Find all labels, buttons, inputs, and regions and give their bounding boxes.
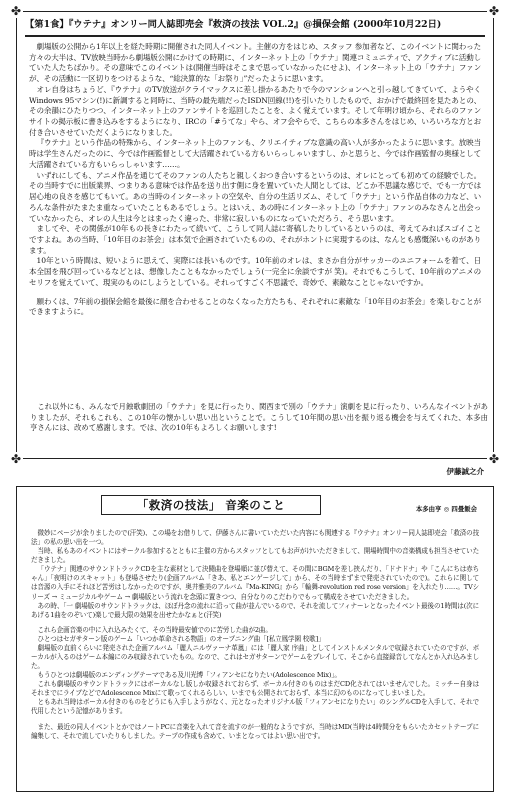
closing-note xyxy=(30,402,488,462)
paragraph: また、最近の同人イベントとかではノートPCに音楽を入れて音を流すのが一般的なようですが、当時はMD(当時は4時間分をもらいたカセットテープに編集して、それで流していたりもしました。テープの作成も含めて、いまとなってはよい思い出です。 xyxy=(31,722,479,740)
paragraph: 「ウテナ」関連のサウンドトラックCDを主な素材として決闘曲を登場順に並び替えて、その間にBGMを差し挟んだり、「ドナドナ」や「こんにちは赤ちゃん」「夜明けのスキャット」も登場させたり(企画アルバム「きあ、私とエンゲージして」から、その当時まずまで発売されていたので)。これらに関しては音源の入手にそれほど苦労はしなかったのですが、奥井雅美のアルバム『Ma-KING』から「輪舞-revolution red rose version」を入れたり……。TVシリーズ → ミュージカルやゲーム → 劇場版という流れを念頭に置きつつ、自分なりのこだわりでもって構成をさせていただきました。 xyxy=(31,565,479,601)
paragraph: これも劇場版のサウンドトラックにはボーカルなし版しか収録されておらず、ボーカル付きのものはまだCD化されてはいませんでした。ミッチー自身はそれまでにライブなどでAdolescence Mixにて歌ってくれるらしい、いまでも公開されておらず、本当に幻のものになってしまいました。 xyxy=(31,680,479,698)
paragraph: ひとつはセガサターン版のゲーム「いつか革命される物語」のオープニング曲「[私立鳳学園 校歌]」 xyxy=(37,634,325,643)
paragraph: 微妙にページが余りましたので(汗笑)、この場をお借りして、伊藤さんに書いていただいた内容にも関連する『ウテナ』オンリー同人誌即売会「救済の技法」の私の思い出を一つ。 xyxy=(31,529,479,547)
byline: 本多由亨 ◎ 四畳飯会 xyxy=(415,505,477,513)
author-signature: 伊藤誠之介 xyxy=(446,467,484,476)
paragraph: もうひとつは劇場版のエンディングテーマである及川光博「フィアンセになりたい(Adolescence Mix)」。 xyxy=(37,671,341,680)
paragraph: 当時、私もあのイベントにはサークル参加するとともに主催の方からスタッフとしてもお声がけいただきまして、開場時間中の音楽構成も担当させていただきました。 xyxy=(31,547,479,565)
paragraph: いずれにしても、アニメ作品を通じてそのファンの人たちと親しくおつき合いするというのは、オレにとっても初めての経験でした。その当時すでに出版業界、つまりある意味では作品を送り出す側に身を置いていた人間としては、どこか不思議な感じで、でも一方では居心地の良さを感じてもいて。あの当時のインターネットの空気や、自分の生活リズム、そして「ウテナ」という作品自体の力など、いろんな条件がたまたま重なっていたこともあるでしょう。とはいえ、あの時にインターネット上の「ウテナ」ファンのみなさんと出会っていなかったら、オレの人生は今とはまったく違った、非常に寂しいものになっていただろう、そう思います。 xyxy=(29,170,481,223)
paragraph: 劇場版の公開から1年以上を経た時期に開催された同人イベント。主催の方をはじめ、スタッフ 参加者など、このイベントに関わった方々の大半は、TV放映当時から劇場版公開にかけての時期に、インターネット上の「ウテナ」関連コミュニティで、アクティブに活動していた人たちばかり。その意味でこのイベントは(開催当時はそこまで思っていなかったにせよ)、インターネット上の「ウテナ」ファンが、その活動に一区切りをつけるような、“総決算的な「お祭り」”だったように思います。 xyxy=(29,42,481,84)
header-rule xyxy=(25,35,485,37)
article-body xyxy=(29,42,481,428)
corner-ornament: ✤ xyxy=(10,452,22,466)
article-header: 【第1食】『ウテナ』オンリー同人誌即売会『救済の技法 VOL.2』@損保会館 (2000年10月22日) xyxy=(25,19,442,30)
bottom-article-frame xyxy=(16,486,494,792)
paragraph: 願わくは、7年前の損保会館を最後に顔を合わせることのなくなった方たちも、それぞれに素敵な「10年目のお茶会」を楽しむことができますように。 xyxy=(29,296,481,317)
article-body xyxy=(31,529,479,787)
paragraph: あの時、「一 劇場版のサウンドトラックは、ほぼ丹念の流れに沿って曲が並んでいるので、それを流してフィナーレとなったイベント最後の1時間は(次にあげる1曲をのぞいて)楽しで最大限の効果を出せたかなぁと(汗笑) xyxy=(31,601,479,619)
paragraph: 『ウテナ』という作品の特殊から、インターネット上のファンも、クリエイティブな意識の高い人が多かったように思います。放映当時は学生さんだったのに、今では作画監督として大活躍されている方もいらっしゃいますし、かと思うと、今では作画監督の奥様として大活躍されている方もいらっしゃいます……。 xyxy=(29,138,481,169)
paragraph: ともあれ当時はボーカル付きのものをどうにも入手しようがなく、元となったオリジナル版「フィアンセになりたい」のシングルCDを入手して、それで代用したという記憶があります。 xyxy=(31,698,479,716)
paragraph: ましてや、その関係が10年もの長きにわたって続いて、こうして同人誌に寄稿したりしているというのは、考えてみればスゴイことですよね。あの当時、「10年目のお茶会」は本気で企画されていたものの、それがホントに実現するのは、なんとも感慨深いものがあります。 xyxy=(29,224,481,255)
paragraph: 劇場版の直前くらいに発売された企画アルバム「麗人ニルヴァーナ革嵐」には「麗人家 序曲」としてインストルメンタルで収録されていたのですが、ボーカルが入るのはゲーム本編にのみ収録されていたもの。なので、これはセガサターンでゲームをプレイして、そこから直接録音してなんとか入れ込みました。 xyxy=(31,643,479,671)
article-title: 「救済の技法」 音楽のこと xyxy=(101,495,321,515)
corner-ornament: ✤ xyxy=(10,4,22,18)
paragraph: 10年という時間は、短いように思えて、実際には長いものです。10年前のオレは、まさか自分がサッカーのユニフォームを着て、日本全国を飛び回っているなどとは、想像したこともなかったでしょう(一完全に余談ですが 笑)。それでもこうして、10年前のアニメのセリフを覚えていて、現実のものにしようとしている。それってすごく不思議で、奇妙で、素敵なことじゃないですか。 xyxy=(29,256,481,287)
paragraph: これら企画音楽の中に入れ込みたくて、その当時最安値でのに苦労した曲が2曲。 xyxy=(37,625,272,634)
top-article-frame xyxy=(10,4,500,466)
corner-ornament: ✤ xyxy=(488,4,500,18)
corner-ornament: ✤ xyxy=(488,452,500,466)
paragraph: オレ自身はちょうど、『ウテナ』のTV放送がクライマックスに差し掛かるあたりで今のマンションへと引っ越してきていて、ようやくWindows 95マシン(!)に新調すると同時に、当時の最先端だったISDN回線(!!)を引いたりしたもので、おかげで最終回を見たあとの、その余韻にひたりつつ、インターネット上のファンサイトを巡回したことを、よく覚えています。そして年明け頃から、それらのファンサイトの掲示板に書き込みをするようになり、IRCの「#うてな」やら、オフ会やらで、こちらの本多さんをはじめ、いろいろな方とお付き合いさせていただくようになりました。 xyxy=(29,84,481,137)
paragraph: これ以外にも、みんなで月蝕歌劇団の「ウテナ」を見に行ったり、関西まで別の「ウテナ」演劇を見に行ったり、いろんなイベントがありましたが、それもこれも、この10年の懐かしい思い出ということで。こうして10年間の思い出を振り返る機会を与えてくれた、本多由亨さんには、改めて感謝します。では、次の10年もよろしくお願いします! xyxy=(30,402,488,433)
